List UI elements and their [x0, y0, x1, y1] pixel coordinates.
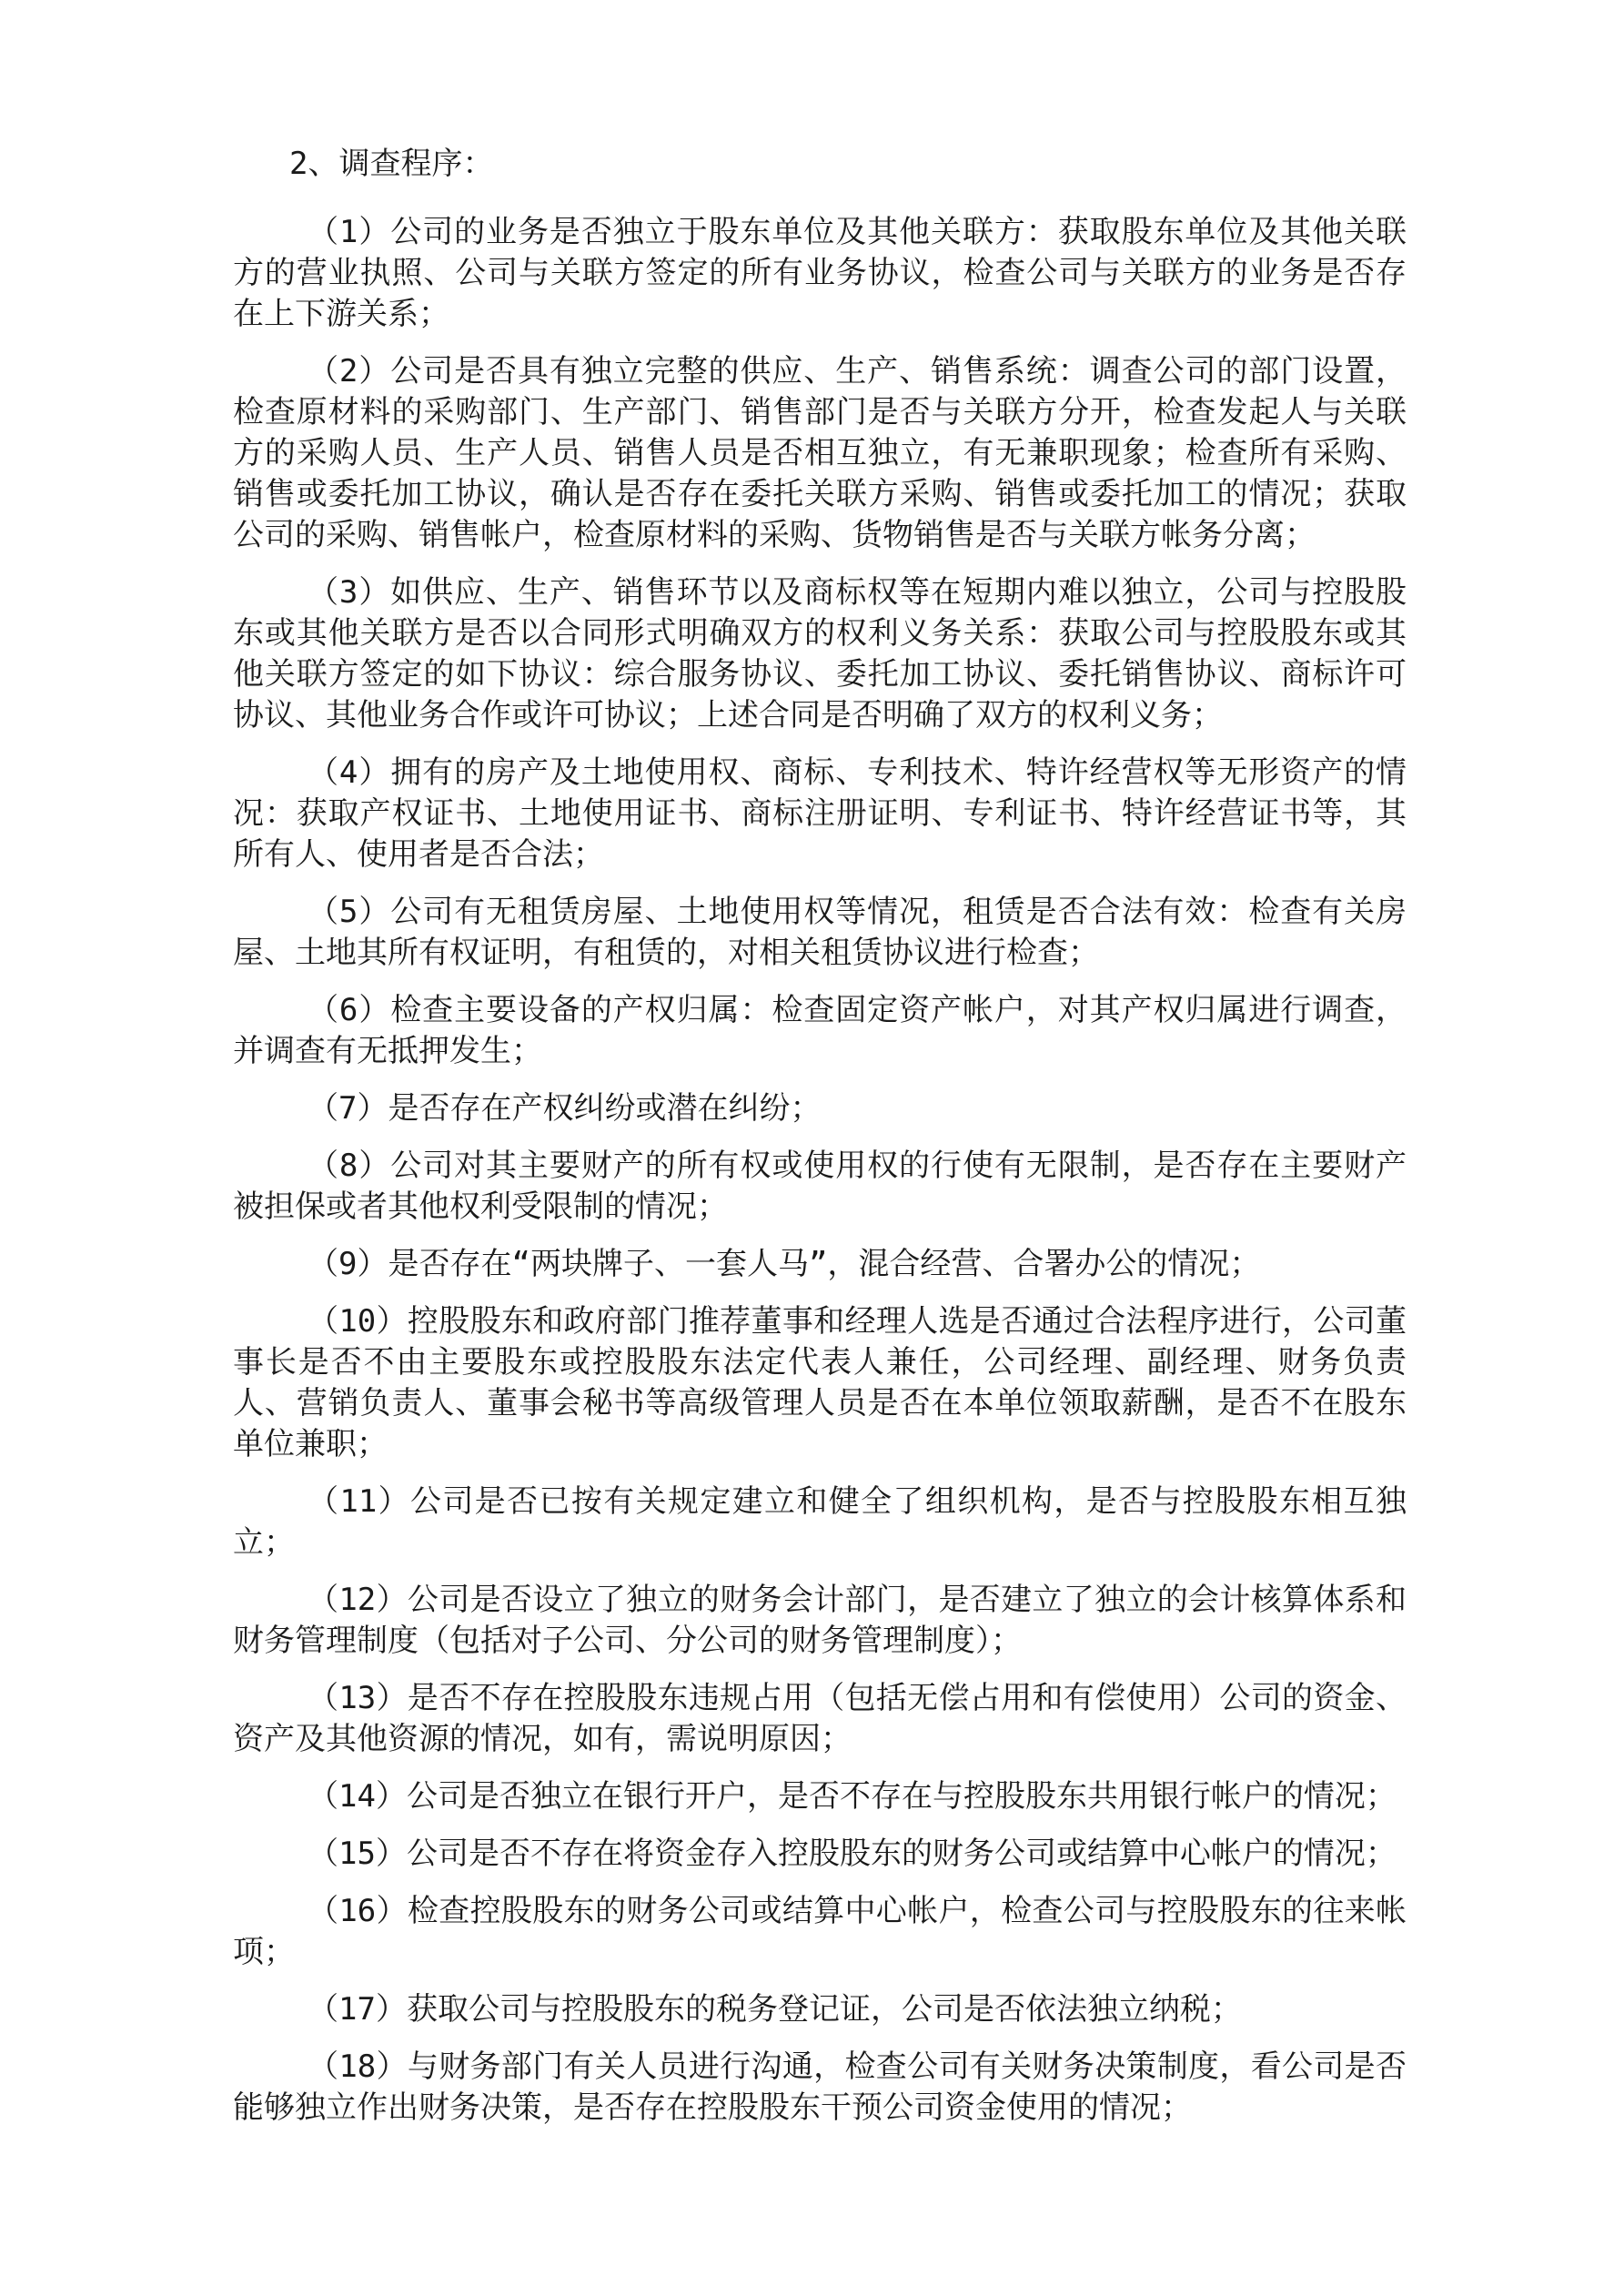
paragraph-12: （12）公司是否设立了独立的财务会计部门，是否建立了独立的会计核算体系和财务管理制度（包括对子公司、分公司的财务管理制度）；	[233, 1582, 1407, 1659]
paragraph-2: （2）公司是否具有独立完整的供应、生产、销售系统：调查公司的部门设置，检查原材料的采购部门、生产部门、销售部门是否与关联方分开，检查发起人与关联方的采购人员、生产人员、销售人员是否相互独立，有无兼职现象；检查所有采购、销售或委托加工协议，确认是否存在委托关联方采购、销售或委托加工的情况；获取公司的采购、销售帐户，检查原材料的采购、货物销售是否与关联方帐务分离；	[233, 353, 1407, 553]
paragraph-4: （4）拥有的房产及土地使用权、商标、专利技术、特许经营权等无形资产的情况：获取产权证书、土地使用证书、商标注册证明、专利证书、特许经营证书等，其所有人、使用者是否合法；	[233, 754, 1407, 873]
document-body	[233, 144, 1407, 2145]
section-heading: 2、调查程序：	[289, 146, 494, 182]
paragraph-13: （13）是否不存在控股股东违规占用（包括无偿占用和有偿使用）公司的资金、资产及其他资源的情况，如有，需说明原因；	[233, 1680, 1407, 1757]
paragraph-8: （8）公司对其主要财产的所有权或使用权的行使有无限制，是否存在主要财产被担保或者其他权利受限制的情况；	[233, 1148, 1407, 1225]
paragraph-15: （15）公司是否不存在将资金存入控股股东的财务公司或结算中心帐户的情况；	[308, 1836, 1397, 1872]
paragraph-6: （6）检查主要设备的产权归属：检查固定资产帐户，对其产权归属进行调查，并调查有无抵押发生；	[233, 992, 1407, 1069]
paragraph-3: （3）如供应、生产、销售环节以及商标权等在短期内难以独立，公司与控股股东或其他关联方是否以合同形式明确双方的权利义务关系：获取公司与控股股东或其他关联方签定的如下协议：综合服务协议、委托加工协议、委托销售协议、商标许可协议、其他业务合作或许可协议；上述合同是否明确了双方的权利义务；	[233, 574, 1407, 733]
paragraph-1: （1）公司的业务是否独立于股东单位及其他关联方：获取股东单位及其他关联方的营业执照、公司与关联方签定的所有业务协议，检查公司与关联方的业务是否存在上下游关系；	[233, 214, 1407, 332]
paragraph-17: （17）获取公司与控股股东的税务登记证，公司是否依法独立纳税；	[308, 1991, 1242, 2028]
paragraph-18: （18）与财务部门有关人员进行沟通，检查公司有关财务决策制度，看公司是否能够独立作出财务决策，是否存在控股股东干预公司资金使用的情况；	[233, 2048, 1407, 2126]
paragraph-5: （5）公司有无租赁房屋、土地使用权等情况，租赁是否合法有效：检查有关房屋、土地其所有权证明，有租赁的，对相关租赁协议进行检查；	[233, 894, 1407, 971]
paragraph-7: （7）是否存在产权纠纷或潜在纠纷；	[308, 1090, 822, 1127]
paragraph-10: （10）控股股东和政府部门推荐董事和经理人选是否通过合法程序进行，公司董事长是否不由主要股东或控股股东法定代表人兼任，公司经理、副经理、财务负责人、营销负责人、董事会秘书等高级管理人员是否在本单位领取薪酬，是否不在股东单位兼职；	[233, 1303, 1407, 1462]
paragraph-9: （9）是否存在“两块牌子、一套人马”，混合经营、合署办公的情况；	[308, 1246, 1261, 1282]
paragraph-14: （14）公司是否独立在银行开户，是否不存在与控股股东共用银行帐户的情况；	[308, 1778, 1397, 1815]
paragraph-11: （11）公司是否已按有关规定建立和健全了组织机构，是否与控股股东相互独立；	[233, 1483, 1407, 1561]
paragraph-16: （16）检查控股股东的财务公司或结算中心帐户，检查公司与控股股东的往来帐项；	[233, 1893, 1407, 1970]
